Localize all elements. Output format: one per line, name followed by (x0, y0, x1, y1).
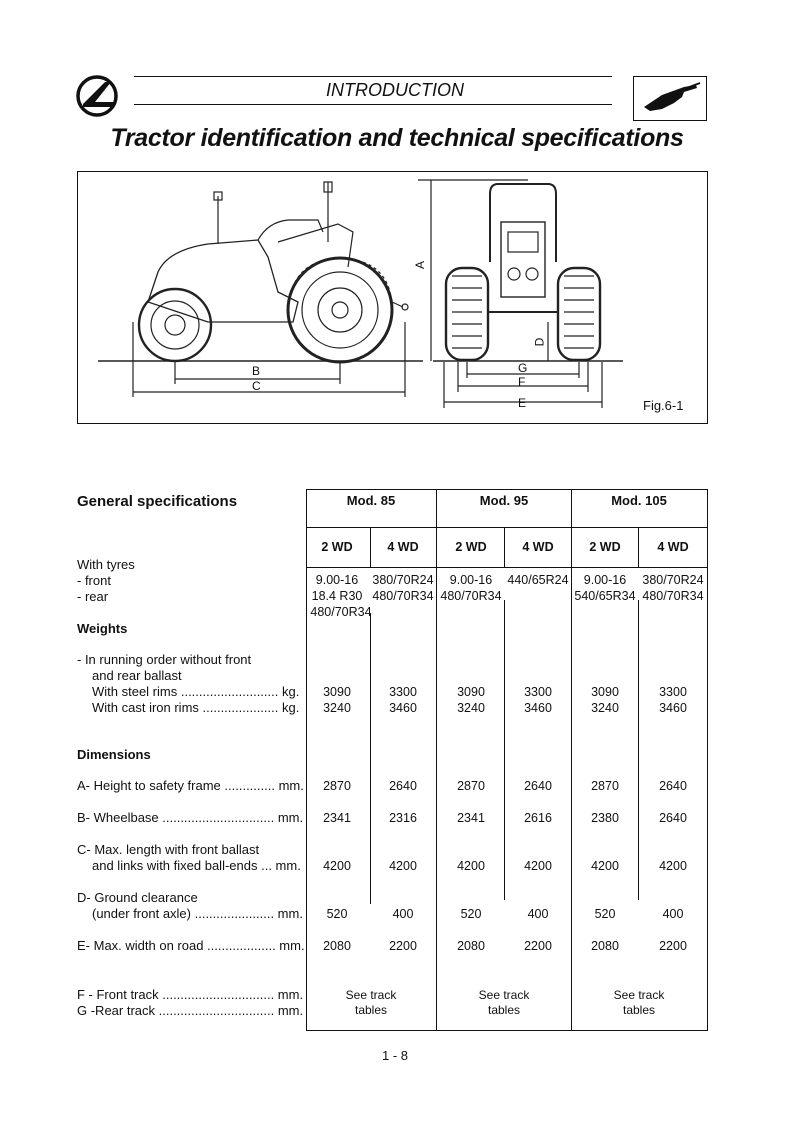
weight-steel-value: 3300 (524, 685, 552, 699)
weights-desc-line1: - In running order without front (77, 652, 252, 667)
spec-model-rule (306, 527, 707, 528)
wheelbase-value: 2640 (659, 811, 687, 825)
clearance-value: 400 (527, 907, 549, 921)
page-title: Tractor identification and technical specifications (110, 124, 684, 152)
track-note-line: tables (354, 1003, 388, 1017)
height-value: 2640 (389, 779, 417, 793)
drive-header: 2 WD (321, 540, 353, 554)
weight-steel-value: 3090 (591, 685, 619, 699)
tractor-diagram (78, 172, 707, 423)
dim-label-c: C (252, 379, 261, 393)
weight-cast-value: 3240 (591, 701, 619, 715)
dim-label-e: E (518, 396, 527, 410)
tyre-rear-value: 480/70R34 (440, 589, 502, 603)
track-note-mod95 (437, 988, 571, 1018)
figure-caption: Fig.6-1 (643, 398, 684, 413)
clearance-label-line1: D- Ground clearance (77, 890, 198, 905)
length-value: 4200 (659, 859, 687, 873)
spec-drive-rule (306, 567, 707, 568)
tyre-front-value: 9.00-16 (315, 573, 359, 587)
front-track-label: F - Front track ............................... mm. (77, 987, 304, 1002)
wheelbase-label: B- Wheelbase ............................... mm. (77, 810, 304, 825)
width-value: 2200 (524, 939, 552, 953)
rear-track-label: G -Rear track ................................ mm. (77, 1003, 304, 1018)
clearance-value: 520 (460, 907, 482, 921)
wheelbase-value: 2341 (323, 811, 351, 825)
dim-label-f: F (518, 375, 526, 389)
tyres-rear-label: - rear (77, 589, 109, 604)
track-note-line: See track (478, 988, 530, 1002)
section-title: INTRODUCTION (326, 80, 464, 100)
width-value: 2080 (323, 939, 351, 953)
weights-steel-label: With steel rims ........................... kg. (92, 684, 300, 699)
height-value: 2870 (323, 779, 351, 793)
track-note-mod85 (306, 988, 436, 1018)
tyre-rear-value: 480/70R34 (372, 589, 434, 603)
length-label-line1: C- Max. length with front ballast (77, 842, 260, 857)
brand-logo (75, 74, 123, 118)
spec-drive-divider-3 (638, 527, 639, 567)
track-note-line: See track (345, 988, 397, 1002)
weight-steel-value: 3090 (323, 685, 351, 699)
dim-label-g: G (518, 361, 528, 375)
wheelbase-value: 2316 (389, 811, 417, 825)
tyre-front-value: 440/65R24 (507, 573, 569, 587)
page-number: 1 - 8 (381, 1048, 408, 1063)
wheelbase-value: 2341 (457, 811, 485, 825)
pointing-hand-icon (634, 77, 706, 120)
spec-col-line-2 (504, 600, 505, 900)
header-rule-top (134, 76, 612, 77)
dim-label-a: A (413, 260, 428, 270)
tractor-figure (77, 171, 708, 424)
weight-cast-value: 3460 (659, 701, 687, 715)
track-note-line: tables (622, 1003, 656, 1017)
tyre-rear-extra-value: 480/70R34 (310, 605, 372, 619)
drive-header: 2 WD (589, 540, 621, 554)
height-value: 2640 (524, 779, 552, 793)
weights-heading: Weights (77, 621, 128, 636)
tyre-front-value: 9.00-16 (449, 573, 493, 587)
width-label: E- Max. width on road ................... mm. (77, 938, 305, 953)
drive-header: 4 WD (522, 540, 554, 554)
tyre-rear-value: 480/70R34 (642, 589, 704, 603)
length-value: 4200 (457, 859, 485, 873)
tyre-front-value: 9.00-16 (583, 573, 627, 587)
length-value: 4200 (591, 859, 619, 873)
length-value: 4200 (389, 859, 417, 873)
tyres-front-label: - front (77, 573, 111, 588)
clearance-value: 520 (326, 907, 348, 921)
track-note-line: tables (487, 1003, 521, 1017)
track-note-mod105 (572, 988, 706, 1018)
weight-cast-value: 3460 (389, 701, 417, 715)
dim-label-b: B (252, 364, 261, 378)
height-value: 2870 (457, 779, 485, 793)
weight-steel-value: 3300 (659, 685, 687, 699)
tyre-rear-value: 540/65R34 (574, 589, 636, 603)
spec-model-divider-1 (436, 489, 437, 1030)
tyre-front-value: 380/70R24 (642, 573, 704, 587)
dimensions-heading: Dimensions (77, 747, 151, 762)
track-note-line: See track (613, 988, 665, 1002)
dim-label-d: D (532, 337, 547, 347)
model-header-95: Mod. 95 (479, 493, 529, 508)
weights-desc-line2: and rear ballast (92, 668, 182, 683)
weight-steel-value: 3300 (389, 685, 417, 699)
height-value: 2640 (659, 779, 687, 793)
manual-icon-box (633, 76, 707, 121)
wheelbase-value: 2380 (591, 811, 619, 825)
width-value: 2200 (389, 939, 417, 953)
clearance-value: 520 (594, 907, 616, 921)
height-label: A- Height to safety frame .............. mm. (77, 778, 304, 793)
tyres-label: With tyres (77, 557, 135, 572)
tyre-rear-value: 18.4 R30 (311, 589, 363, 603)
length-value: 4200 (524, 859, 552, 873)
wheelbase-value: 2616 (524, 811, 552, 825)
drive-header: 2 WD (455, 540, 487, 554)
specs-heading: General specifications (77, 493, 238, 510)
header-rule-bottom (134, 104, 612, 105)
clearance-value: 400 (392, 907, 414, 921)
weight-cast-value: 3460 (524, 701, 552, 715)
weights-cast-label: With cast iron rims ..................... kg. (92, 700, 300, 715)
model-header-85: Mod. 85 (346, 493, 396, 508)
clearance-value: 400 (662, 907, 684, 921)
weight-cast-value: 3240 (323, 701, 351, 715)
width-value: 2080 (591, 939, 619, 953)
clearance-label-line2: (under front axle) ...................... mm. (92, 906, 303, 921)
drive-header: 4 WD (387, 540, 419, 554)
width-value: 2200 (659, 939, 687, 953)
length-value: 4200 (323, 859, 351, 873)
model-header-105: Mod. 105 (611, 493, 667, 508)
spec-col-line-3 (638, 600, 639, 900)
drive-header: 4 WD (657, 540, 689, 554)
length-label-line2: and links with fixed ball-ends ... mm. (92, 858, 301, 873)
tyre-front-value: 380/70R24 (372, 573, 434, 587)
height-value: 2870 (591, 779, 619, 793)
weight-steel-value: 3090 (457, 685, 485, 699)
weight-cast-value: 3240 (457, 701, 485, 715)
width-value: 2080 (457, 939, 485, 953)
